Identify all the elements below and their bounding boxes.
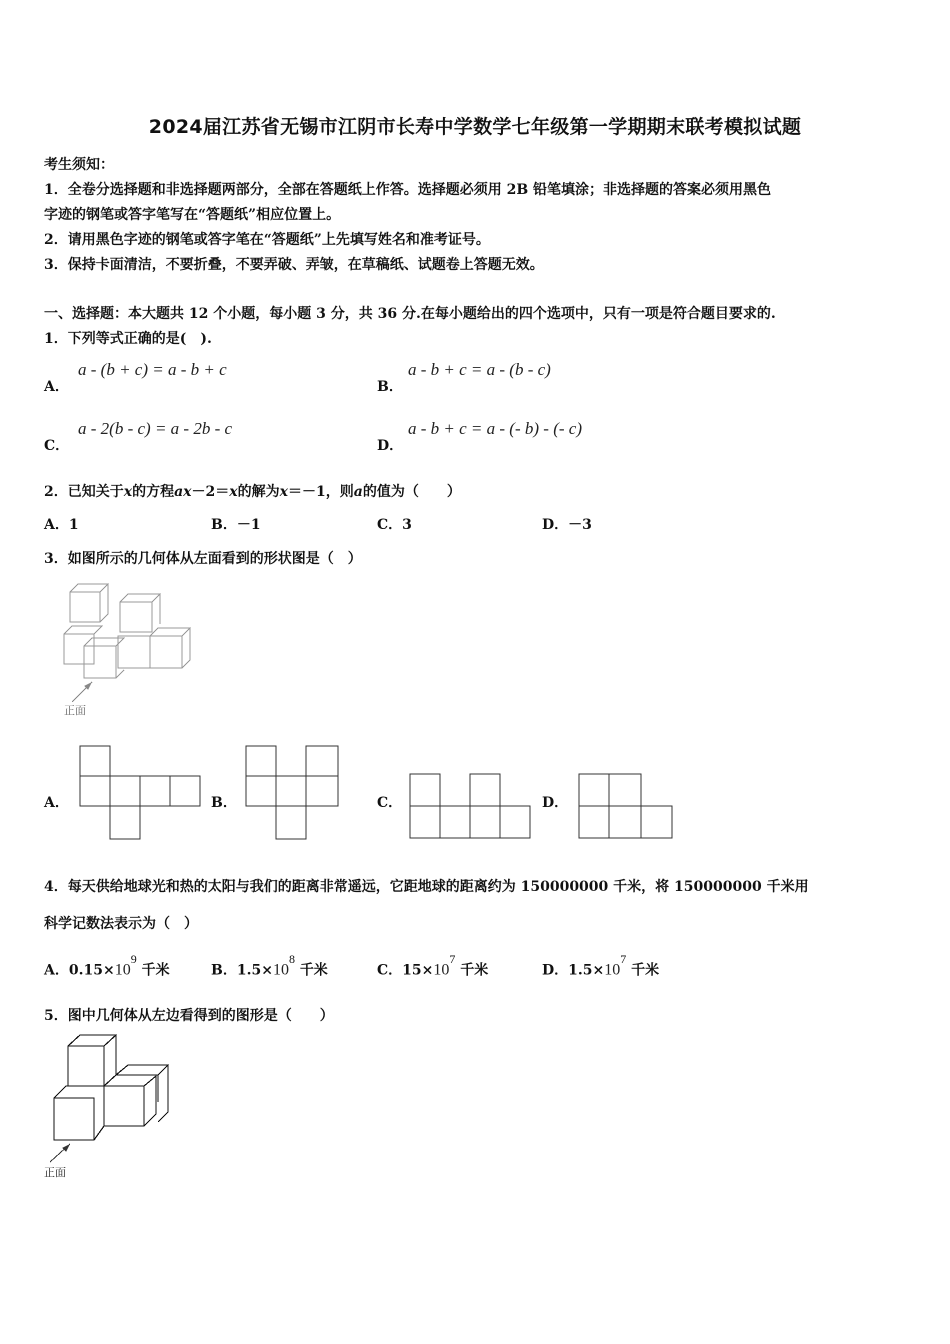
q5-front-label: 正面 bbox=[44, 1166, 66, 1179]
q1-option-d: a - b + c = a - (- b) - (- c) bbox=[408, 419, 582, 438]
q4-option-d-label: D． bbox=[542, 962, 569, 979]
q5-stem: 5．图中几何体从左边看得到的图形是（ ） bbox=[44, 1008, 334, 1024]
q4-option-b bbox=[211, 952, 328, 980]
q1-option-a: a - (b + c) = a - b + c bbox=[78, 360, 227, 379]
q4-option-a-coef: 0.15× bbox=[68, 962, 115, 979]
notice-heading: 考生须知： bbox=[44, 157, 114, 173]
q2-var-x: x bbox=[279, 484, 288, 500]
q2-option-a: A．1 bbox=[44, 517, 79, 533]
q2-option-b: B．－1 bbox=[211, 517, 261, 533]
notice-line-1a: 1．全卷分选择题和非选择题两部分，全部在答题纸上作答。选择题必须用 2B 铅笔填涂；非选择题的答案必须用黑色 bbox=[44, 182, 772, 198]
q4-option-a-unit: 千米 bbox=[141, 962, 170, 979]
page-title: 2024届江苏省无锡市江阴市长寿中学数学七年级第一学期期末联考模拟试题 bbox=[148, 116, 802, 138]
q2-option-d: D．－3 bbox=[542, 517, 592, 533]
q4-option-b-label: B． bbox=[211, 962, 237, 979]
q4-option-b-coef: 1.5× bbox=[236, 962, 273, 979]
q3-option-a-figure bbox=[78, 744, 202, 842]
q4-option-a bbox=[44, 952, 170, 980]
q4-option-c bbox=[377, 952, 489, 980]
q4-option-a-label: A． bbox=[44, 962, 69, 979]
q1-option-c-label: C． bbox=[44, 438, 70, 454]
q3-option-b-label: B． bbox=[211, 795, 237, 811]
q2-var-a: a bbox=[353, 484, 363, 500]
notice-line-2: 2．请用黑色字迹的钢笔或答字笔在“答题纸”上先填写姓名和准考证号。 bbox=[44, 232, 490, 248]
q3-option-d-label: D． bbox=[542, 795, 569, 811]
q2-stem bbox=[44, 481, 461, 501]
q2-stem-part: 的方程 bbox=[132, 484, 175, 500]
q3-solid-figure bbox=[58, 580, 198, 720]
q4-option-d-unit: 千米 bbox=[631, 962, 660, 979]
q4-option-b-unit: 千米 bbox=[299, 962, 328, 979]
q3-option-a-label: A． bbox=[44, 795, 69, 811]
arrow-head-icon bbox=[62, 1144, 70, 1152]
notice-line-1b: 字迹的钢笔或答字笔写在“答题纸”相应位置上。 bbox=[44, 207, 341, 223]
q3-front-label: 正面 bbox=[64, 704, 86, 717]
q5-solid-figure bbox=[40, 1032, 180, 1172]
q4-option-d-base: 10 bbox=[604, 961, 621, 979]
q2-stem-part: 的值为（ ） bbox=[362, 484, 461, 500]
section-heading: 一、选择题：本大题共 12 个小题，每小题 3 分，共 36 分.在每小题给出的四个选项中，只有一项是符合题目要求的. bbox=[44, 306, 776, 322]
q4-option-a-exp: 9 bbox=[130, 952, 137, 966]
q4-option-d bbox=[542, 952, 660, 980]
q2-stem-part: ＝－1，则 bbox=[288, 484, 354, 500]
q4-option-c-base: 10 bbox=[433, 961, 450, 979]
q4-option-d-coef: 1.5× bbox=[568, 962, 605, 979]
q1-option-c: a - 2(b - c) = a - 2b - c bbox=[78, 419, 233, 438]
q4-option-c-coef: 15× bbox=[402, 962, 434, 979]
q1-option-b-label: B． bbox=[377, 379, 403, 395]
q4-option-b-exp: 8 bbox=[288, 952, 295, 966]
q2-stem-part: －2＝ bbox=[191, 484, 230, 500]
q4-stem-line-1: 4．每天供给地球光和热的太阳与我们的距离非常遥远，它距地球的距离约为 150000000 千米，将 150000000 千米用 bbox=[44, 879, 809, 895]
q2-term-ax: ax bbox=[174, 484, 192, 500]
q4-stem-line-2: 科学记数法表示为（ ） bbox=[44, 916, 198, 932]
q2-var-x: x bbox=[229, 484, 238, 500]
q3-option-c-label: C． bbox=[377, 795, 403, 811]
q3-option-c-figure bbox=[408, 772, 532, 840]
q4-option-c-unit: 千米 bbox=[460, 962, 489, 979]
q2-var-x: x bbox=[123, 484, 133, 500]
q2-stem-part: 2．已知关于 bbox=[44, 484, 124, 500]
q1-option-b: a - b + c = a - (b - c) bbox=[408, 360, 551, 379]
notice-line-3: 3．保持卡面清洁，不要折叠，不要弄破、弄皱，在草稿纸、试题卷上答题无效。 bbox=[44, 257, 544, 273]
q3-option-d-figure bbox=[577, 772, 675, 840]
q4-option-c-exp: 7 bbox=[449, 952, 456, 966]
q4-option-c-label: C． bbox=[377, 962, 403, 979]
q1-stem: 1．下列等式正确的是( ). bbox=[44, 331, 212, 347]
q3-stem: 3．如图所示的几何体从左面看到的形状图是（ ） bbox=[44, 551, 362, 567]
q3-option-b-figure bbox=[244, 744, 342, 842]
q2-stem-part: 的解为 bbox=[237, 484, 280, 500]
q1-option-d-label: D． bbox=[377, 438, 404, 454]
q4-option-b-base: 10 bbox=[272, 961, 289, 979]
q4-option-d-exp: 7 bbox=[620, 952, 627, 966]
q1-option-a-label: A． bbox=[44, 379, 69, 395]
q4-option-a-base: 10 bbox=[114, 961, 131, 979]
q2-option-c: C．3 bbox=[377, 517, 412, 533]
